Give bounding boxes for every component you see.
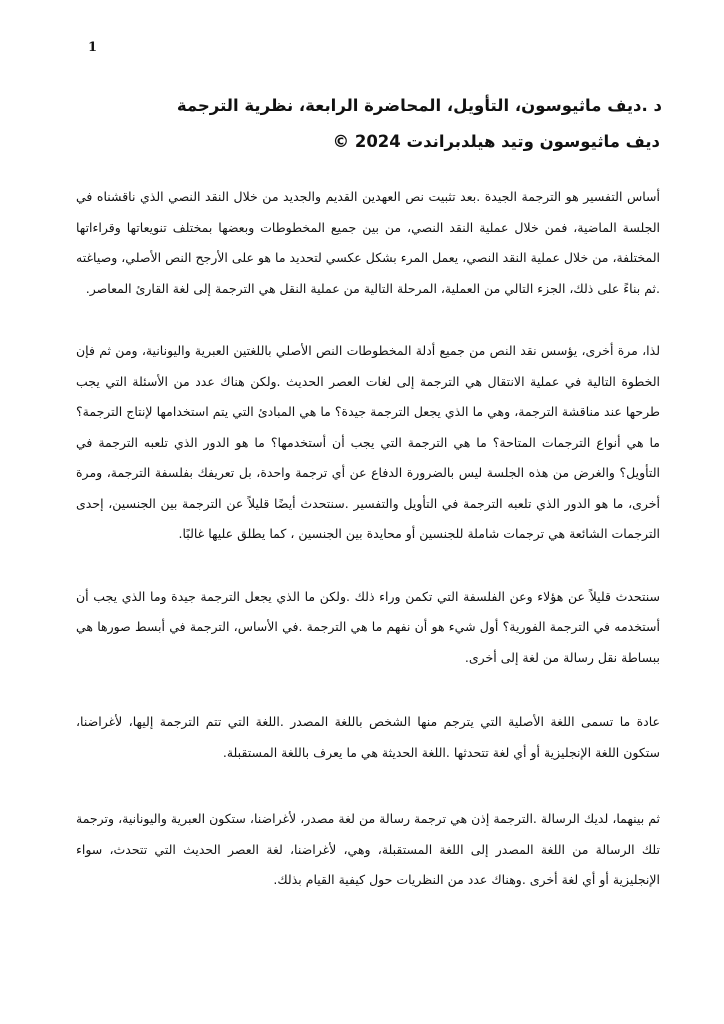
- paragraph: سنتحدث قليلاً عن هؤلاء وعن الفلسفة التي تكمن وراء ذلك .ولكن ما الذي يجعل الترجمة جيدة وما الذي يجب أن أستخدمه في الترجمة الفورية؟ أول شيء هو أن نفهم ما هي الترجمة .في الأساس، الترجمة في أبسط صورها هي ببساطة نقل رسالة من لغة إلى أخرى.: [76, 588, 660, 665]
- document-title: د .ديف ماثيوسون، التأويل، المحاضرة الرابعة، نظرية الترجمة: [176, 96, 662, 115]
- paragraph: لذا، مرة أخرى، يؤسس نقد النص من جميع أدلة المخطوطات النص الأصلي باللغتين العبرية واليونانية، ومن ثم فإن الخطوة التالية في عملية الانتقال هي الترجمة إلى لغات العصر الحديث .ولكن هناك عدد من الأسئلة التي يجب طرحها عند مناقشة الترجمة، وهي ما الذي يجعل الترجمة جيدة؟ ما هي المبادئ التي يتم استخدامها لإنتاج الترجمة؟ ما هي أنواع الترجمات المتاحة؟ ما هي الترجمة التي يجب أن أستخدمها؟ ما هو الدور الذي تلعبه الترجمة في التأويل؟ والغرض من هذه الجلسة ليس بالضرورة الدفاع عن أي ترجمة واحدة، بل تعريفك بفلسفة الترجمة، ومرة أخرى، ما هو الدور الذي تلعبه الترجمة في التأويل والتفسير .سنتحدث أيضًا قليلاً عن الترجمة بين الجنسين، إحدى الترجمات الشائعة هي ترجمات شاملة للجنسين أو محايدة بين الجنسين ، كما يطلق عليها غالبًا.: [76, 343, 660, 541]
- paragraph: أساس التفسير هو الترجمة الجيدة .بعد تثبيت نص العهدين القديم والجديد من خلال النقد النصي الذي ناقشناه في الجلسة الماضية، فمن خلال عملية النقد النصي، من بين جميع المخطوطات وبعضها بمختلف تنويعاتها وقراءاتها المختلفة، من خلال عملية النقد النصي، يعمل المرء بشكل عكسي لتحديد ما هو على الأرجح النص الأصلي، وصياغته .ثم بناءً على ذلك، الجزء التالي من العملية، المرحلة التالية من عملية النقل هي الترجمة إلى لغة القارئ المعاصر.: [76, 189, 660, 296]
- page-number: 1: [88, 40, 98, 55]
- document-header: [82, 88, 662, 160]
- document-body: [76, 182, 660, 928]
- paragraph: عادة ما تسمى اللغة الأصلية التي يترجم منها الشخص باللغة المصدر .اللغة التي تتم الترجمة إليها، لأغراضنا، ستكون اللغة الإنجليزية أو أي لغة تتحدثها .اللغة الحديثة هي ما يعرف باللغة المستقبلة.: [76, 714, 660, 760]
- paragraph: ثم بينهما، لديك الرسالة .الترجمة إذن هي ترجمة رسالة من لغة مصدر، لأغراضنا، ستكون العبرية واليونانية، وترجمة تلك الرسالة من اللغة المصدر إلى اللغة المستقبلة، وهي، لأغراضنا، لغة العصر الحديث التي تتحدث، سواء الإنجليزية أو أي لغة أخرى .وهناك عدد من النظريات حول كيفية القيام بذلك.: [76, 811, 660, 887]
- document-authors: ديف ماثيوسون وتيد هيلدبراندت 2024 ©: [332, 132, 660, 151]
